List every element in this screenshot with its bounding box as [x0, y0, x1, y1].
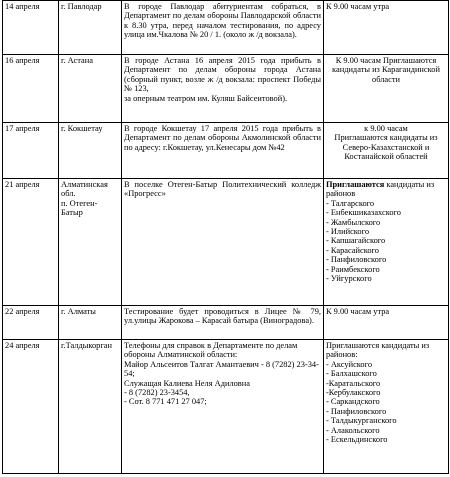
list-item: - Енбекшиказахского — [326, 208, 401, 218]
date-cell: 21 апреля — [3, 179, 59, 306]
district-list — [326, 360, 446, 445]
time-cell: К 9.00 часам утра — [324, 306, 449, 340]
time-cell: К 9.00 часам утра — [324, 1, 449, 55]
list-item: - Карасайского — [326, 245, 379, 255]
table-row — [3, 123, 449, 179]
date-cell: 22 апреля — [3, 306, 59, 340]
table-row — [3, 306, 449, 340]
list-item: -Кербулакского — [326, 388, 381, 398]
list-item: - Раимбекского — [326, 264, 380, 274]
date-cell: 17 апреля — [3, 123, 59, 179]
time-cell: К 9.00 часам Приглашаются кандидаты из Карагандинской области — [324, 55, 449, 123]
list-item: - Балхашского — [326, 369, 377, 379]
info-cell: Телефоны для справок в Департаменте по делам обороны Алматинской области: Майор Альсеитов Талгат Амантаевич - 8 (7282) 23-34-54; Служащая Калиева Неля Адиловна - 8 (7282) 23-3454, - Сот. 8 771 471 27 047; — [122, 340, 324, 474]
info-cell: В городе Павлодар абитуриентам собраться, в Департамент по делам обороны Павлодарской области к 8.30 утра, перед началом тестирования, по адресу улица им.Чкалова № 20 / 1. (около ж /д вокзала). — [122, 1, 324, 55]
date-cell: 24 апреля — [3, 340, 59, 474]
table-row — [3, 340, 449, 474]
list-item: - Талдыкурганского — [326, 416, 397, 426]
invite-text: кандидаты из районов — [326, 180, 435, 199]
info-cell: В городе Кокшетау 17 апреля 2015 года прибыть в Департамент по делам обороны Акмолинской области по адресу: г.Кокшетау, ул.Кенесары дом №42 — [122, 123, 324, 179]
district-list — [326, 199, 446, 284]
city-cell: г. Астана — [59, 55, 122, 123]
schedule-table — [2, 0, 449, 474]
city-cell: г. Алматы — [59, 306, 122, 340]
info-cell: В городе Астана 16 апреля 2015 года прибыть в Департамент по делам обороны города Астана (сборный пункт, возле ж /д вокзала: проспект Победы № 123, за оперным театром им. Куляш Байсеитовой). — [122, 55, 324, 123]
city-cell: Алматинская обл. п. Отеген-Батыр — [59, 179, 122, 306]
list-item: - Капшагайского — [326, 236, 386, 246]
list-item: - Ескельдинского — [326, 435, 388, 445]
table-row — [3, 55, 449, 123]
info-cell: Тестирование будет проводиться в Лицее № 79, ул.улицы Жарокова – Карасай батыра (Виноградова). — [122, 306, 324, 340]
list-item: - Талгарского — [326, 198, 375, 208]
invite-text: Приглашаются кандидаты из районов: — [326, 341, 430, 360]
list-item: - Жамбылского — [326, 217, 381, 227]
date-cell: 14 апреля — [3, 1, 59, 55]
list-item: - Алакольского — [326, 425, 380, 435]
list-item: -Каратальского — [326, 378, 381, 388]
list-item: - Панфиловского — [326, 406, 387, 416]
info-cell: В поселке Отеген-Батыр Политехнический колледж «Прогресс» — [122, 179, 324, 306]
time-cell: к 9.00 часам Приглашаются кандидаты из Северо-Казахстанской и Костанайской областей — [324, 123, 449, 179]
list-item: - Уйгурского — [326, 274, 372, 284]
city-cell: г.Талдыкорган — [59, 340, 122, 474]
table-row — [3, 1, 449, 55]
table-row — [3, 179, 449, 306]
list-item: - Илийского — [326, 227, 370, 237]
invite-bold-label: Приглашаются — [326, 180, 385, 189]
list-item: - Панфиловского — [326, 255, 387, 265]
time-cell — [324, 340, 449, 474]
city-cell: г. Павлодар — [59, 1, 122, 55]
time-cell — [324, 179, 449, 306]
date-cell: 16 апреля — [3, 55, 59, 123]
list-item: - Саркандского — [326, 397, 380, 407]
list-item: - Аксуйского — [326, 359, 373, 369]
city-cell: г. Кокшетау — [59, 123, 122, 179]
